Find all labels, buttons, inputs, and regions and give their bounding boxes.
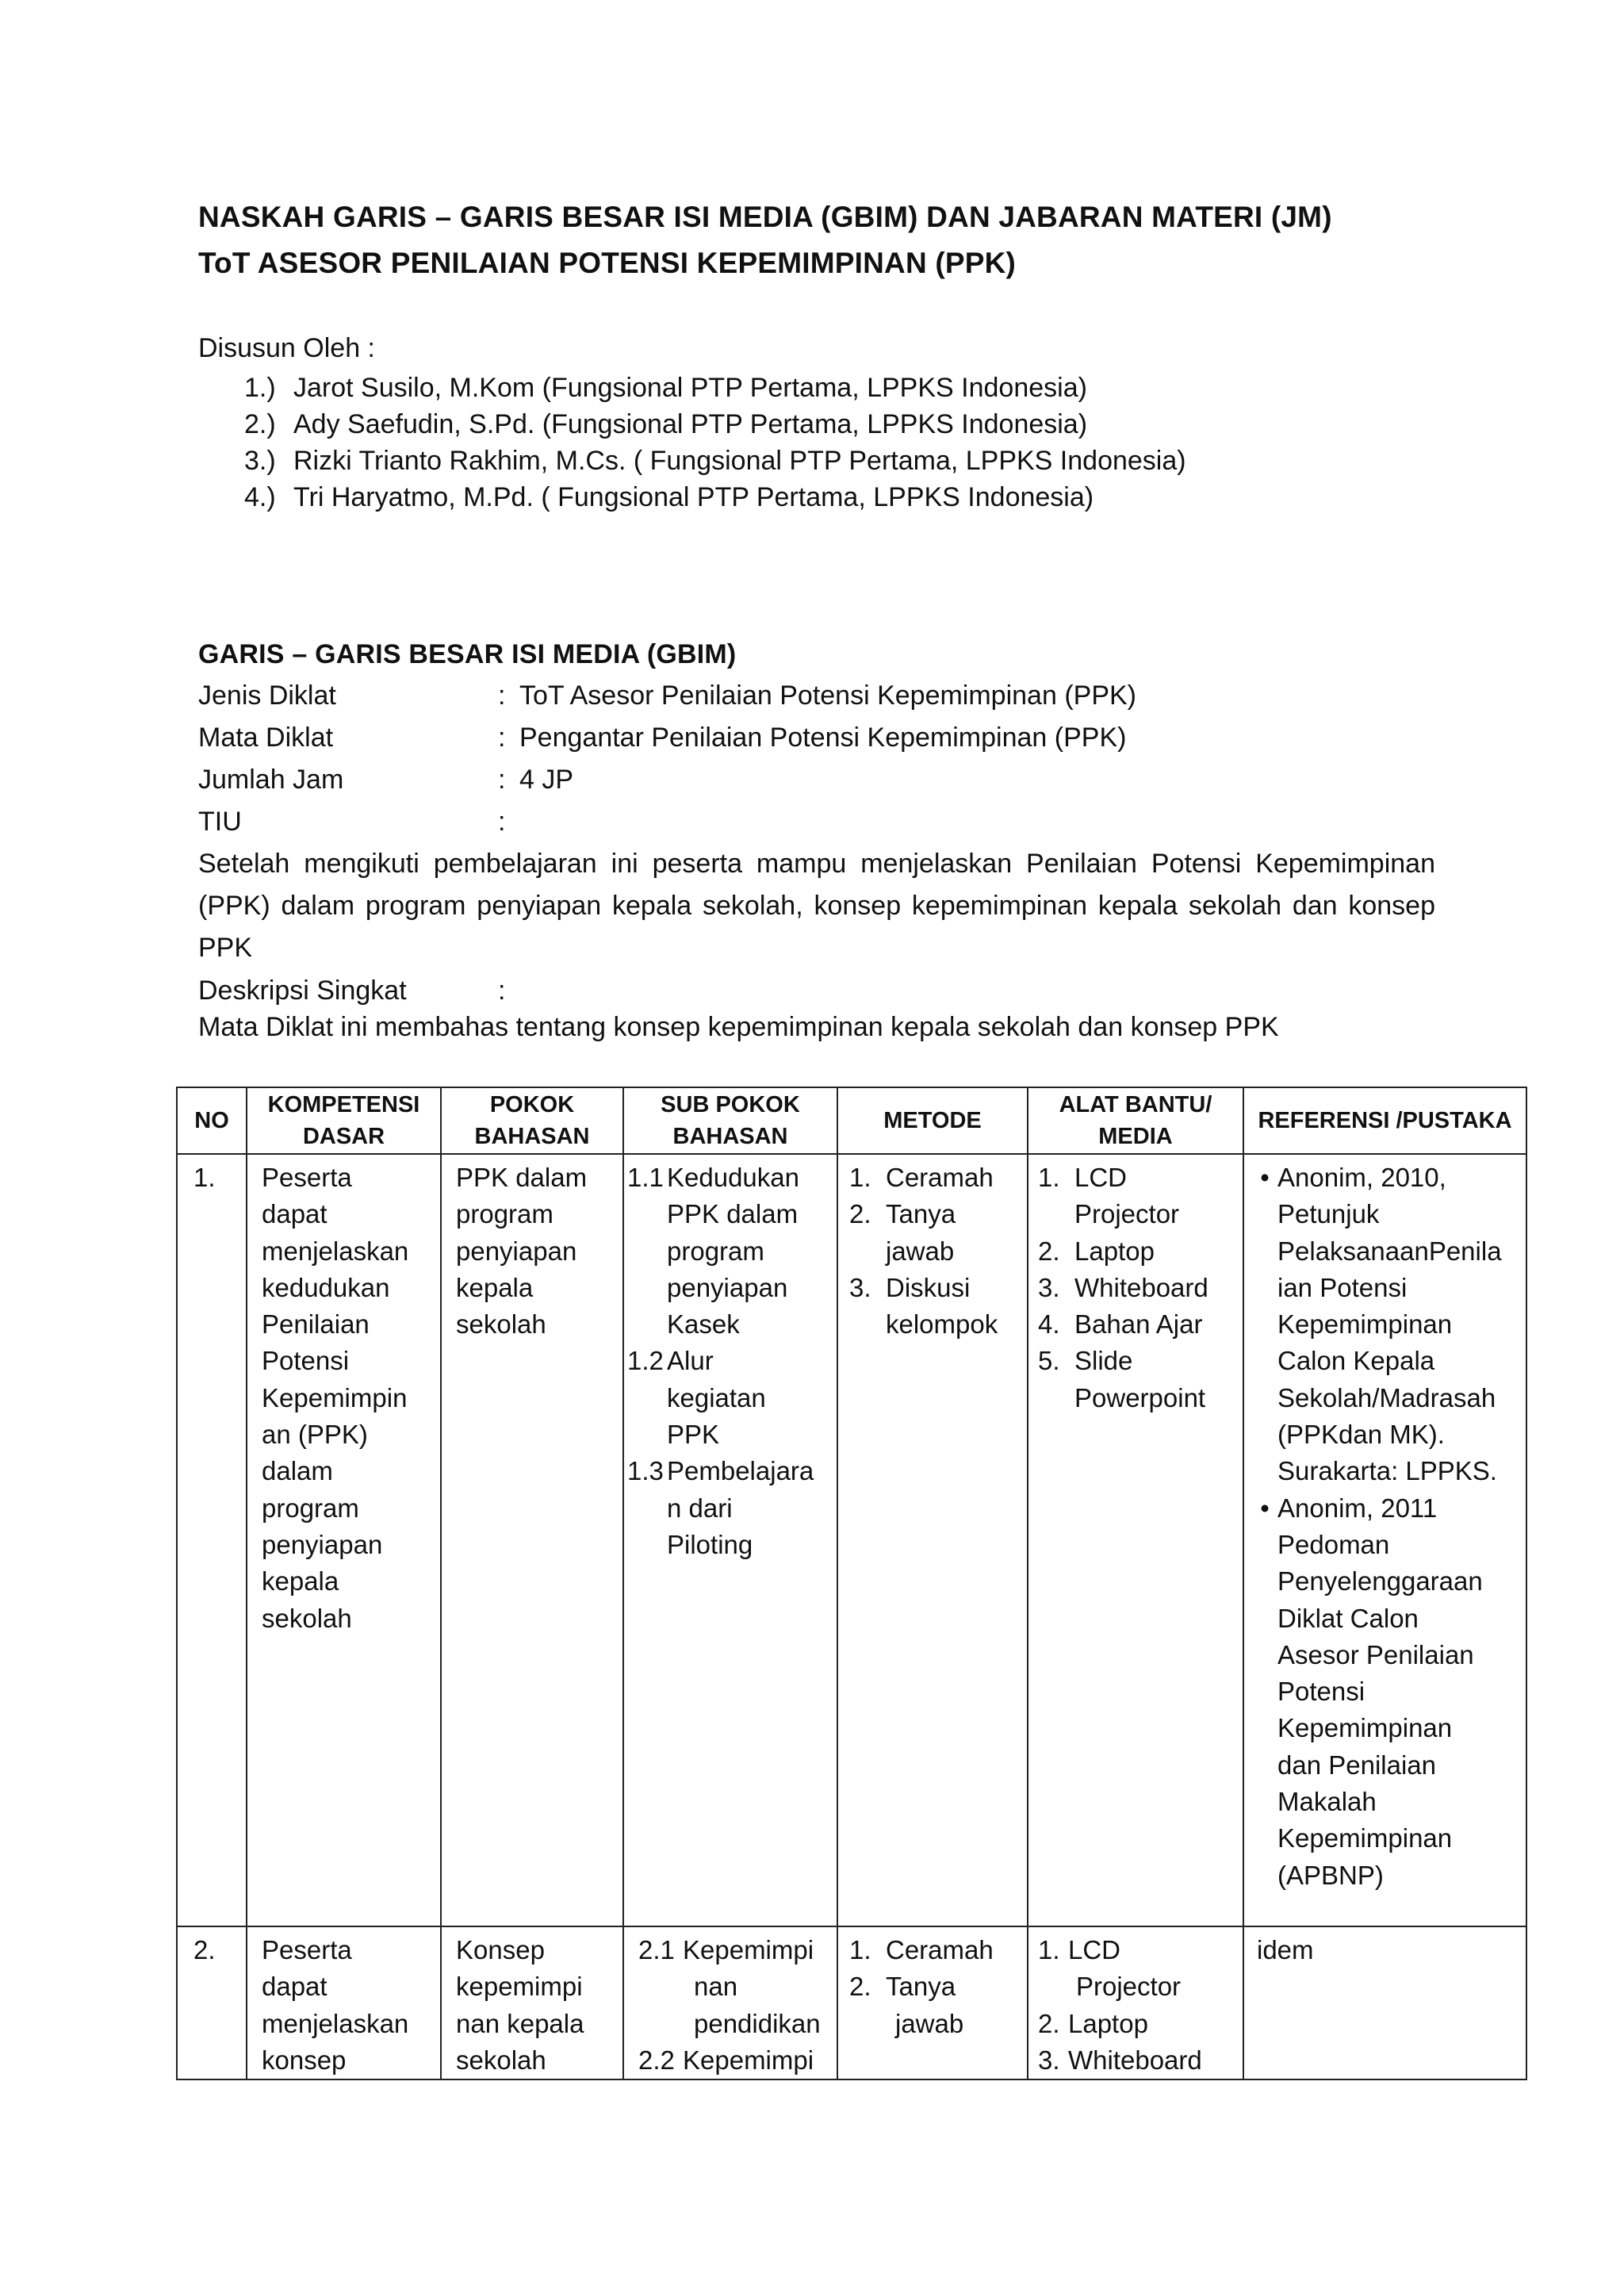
cell-pokok-bahasan: Konsep kepemimpi nan kepala sekolah bbox=[441, 1926, 623, 2079]
list-item: 4.) Tri Haryatmo, M.Pd. ( Fungsional PTP Pertama, LPPKS Indonesia) bbox=[244, 482, 1094, 512]
cell-alat-bantu bbox=[1028, 1926, 1243, 2079]
list-item: 2.) Ady Saefudin, S.Pd. (Fungsional PTP Pertama, LPPKS Indonesia) bbox=[244, 409, 1088, 439]
cell-kompetensi: Peserta dapat menjelaskan konsep bbox=[247, 1926, 441, 2079]
gbim-heading: GARIS – GARIS BESAR ISI MEDIA (GBIM) bbox=[198, 639, 737, 669]
cell-kompetensi: Peserta dapat menjelaskan kedudukan Penilaian Potensi Kepemimpin an (PPK) dalam program penyiapan kepala sekolah bbox=[247, 1154, 441, 1926]
document-subtitle: ToT ASESOR PENILAIAN POTENSI KEPEMIMPINAN (PPK) bbox=[198, 247, 1017, 279]
list-item: 1.2 Alur kegiatan PPK bbox=[627, 1346, 766, 1450]
list-item: 3.) Rizki Trianto Rakhim, M.Cs. ( Fungsional PTP Pertama, LPPKS Indonesia) bbox=[244, 446, 1186, 476]
list-item: 1.) Jarot Susilo, M.Kom (Fungsional PTP Pertama, LPPKS Indonesia) bbox=[244, 373, 1087, 403]
list-item: 1. Ceramah bbox=[849, 1935, 994, 1964]
list-item: 1.3 Pembelajara n dari Piloting bbox=[627, 1456, 814, 1559]
cell-referensi: idem bbox=[1243, 1926, 1526, 2079]
field-label: TIU bbox=[198, 807, 242, 837]
cell-no: 1. bbox=[177, 1154, 247, 1926]
field-value: Pengantar Penilaian Potensi Kepemimpinan (PPK) bbox=[519, 723, 1127, 753]
header-no: NO bbox=[177, 1087, 247, 1154]
bullet-icon: • bbox=[1260, 1493, 1270, 1523]
field-colon: : bbox=[498, 765, 506, 795]
cell-referensi bbox=[1243, 1154, 1526, 1926]
field-value: 4 JP bbox=[519, 765, 574, 795]
list-item: 2.1 Kepemimpi nan pendidikan bbox=[638, 1935, 821, 2038]
list-item: 3. Whiteboard bbox=[1038, 2045, 1202, 2075]
header-alat-bantu: ALAT BANTU/ MEDIA bbox=[1028, 1087, 1243, 1154]
gbim-table bbox=[176, 1087, 1527, 2080]
field-label: Deskripsi Singkat bbox=[198, 976, 407, 1006]
cell-sub-pokok-bahasan bbox=[623, 1926, 837, 2079]
cell-no: 2. bbox=[177, 1926, 247, 2079]
field-colon: : bbox=[498, 723, 506, 753]
authors-label: Disusun Oleh : bbox=[198, 333, 375, 363]
header-kompetensi-dasar: KOMPETENSI DASAR bbox=[247, 1087, 441, 1154]
tiu-paragraph: Setelah mengikuti pembelajaran ini peserta mampu menjelaskan Penilaian Potensi Kepemimpinan (PPK) dalam program penyiapan kepala sekolah, konsep kepemimpinan kepala sekolah dan konsep PPK bbox=[198, 849, 1435, 963]
field-colon: : bbox=[498, 680, 506, 711]
field-value: ToT Asesor Penilaian Potensi Kepemimpinan (PPK) bbox=[519, 680, 1136, 711]
list-item: 2. Laptop bbox=[1038, 2008, 1148, 2038]
field-label: Jumlah Jam bbox=[198, 765, 344, 795]
cell-alat-bantu bbox=[1028, 1154, 1243, 1926]
list-item: 2. Tanya jawab bbox=[849, 1199, 956, 1266]
list-item: • Anonim, 2010, Petunjuk PelaksanaanPenila ian Potensi Kepemimpinan Calon Kepala Sekolah/Madrasah (PPKdan MK). Surakarta: LPPKS. bbox=[1252, 1159, 1526, 1490]
list-item: 5. Slide Powerpoint bbox=[1038, 1346, 1206, 1412]
list-item: • Anonim, 2011 Pedoman Penyelenggaraan Diklat Calon Asesor Penilaian Potensi Kepemimpinan dan Penilaian Makalah Kepemimpinan (APBNP) bbox=[1252, 1490, 1526, 1894]
list-item: 2. Laptop bbox=[1038, 1236, 1155, 1266]
header-pokok-bahasan: POKOK BAHASAN bbox=[441, 1087, 623, 1154]
list-item: 1.1 Kedudukan PPK dalam program penyiapan Kasek bbox=[627, 1163, 799, 1340]
list-item: 1. LCD Projector bbox=[1038, 1163, 1180, 1229]
cell-metode bbox=[837, 1926, 1028, 2079]
field-colon: : bbox=[498, 807, 506, 837]
list-item: 1. LCD Projector bbox=[1038, 1935, 1182, 2002]
table-row bbox=[177, 1154, 1526, 1926]
list-item: 4. Bahan Ajar bbox=[1038, 1309, 1203, 1340]
cell-sub-pokok-bahasan bbox=[623, 1154, 837, 1926]
header-referensi: REFERENSI /PUSTAKA bbox=[1243, 1087, 1526, 1154]
table-row bbox=[177, 1926, 1526, 2079]
deskripsi-paragraph: Mata Diklat ini membahas tentang konsep kepemimpinan kepala sekolah dan konsep PPK bbox=[198, 1012, 1279, 1042]
list-item: 2. Tanya jawab bbox=[849, 1972, 964, 2038]
bullet-icon: • bbox=[1260, 1163, 1270, 1192]
header-metode: METODE bbox=[837, 1087, 1028, 1154]
list-item: 2.2 Kepemimpi bbox=[638, 2045, 814, 2075]
list-item: 3. Whiteboard bbox=[1038, 1272, 1208, 1302]
field-label: Jenis Diklat bbox=[198, 680, 336, 711]
authors-list bbox=[244, 370, 1186, 516]
list-item: 3. Diskusi kelompok bbox=[849, 1272, 998, 1340]
cell-metode bbox=[837, 1154, 1028, 1926]
document-title: NASKAH GARIS – GARIS BESAR ISI MEDIA (GBIM) DAN JABARAN MATERI (JM) bbox=[198, 201, 1332, 233]
list-item: 1. Ceramah bbox=[849, 1163, 994, 1192]
cell-pokok-bahasan: PPK dalam program penyiapan kepala sekolah bbox=[441, 1154, 623, 1926]
table-header-row bbox=[177, 1087, 1526, 1154]
field-label: Mata Diklat bbox=[198, 723, 334, 753]
header-sub-pokok-bahasan: SUB POKOK BAHASAN bbox=[623, 1087, 837, 1154]
field-colon: : bbox=[498, 976, 506, 1006]
